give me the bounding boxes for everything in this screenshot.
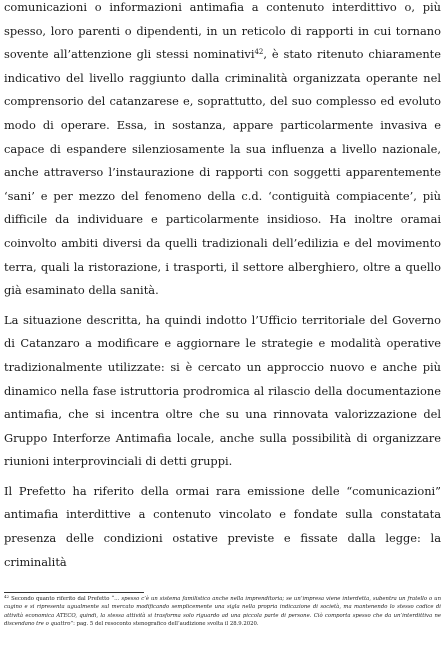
footnote-reference[interactable]: 42	[254, 48, 264, 57]
paragraph-1-text-continued: , è stato ritenuto chiaramente indicativo del livello raggiunto dalla criminalità organizzata operante nel comprensorio del catanzarese e, soprattutto, del suo complesso ed evoluto modo di operare. Essa, in sostanza, appare particolarmente invasiva e capace di espandere silenziosamente la sua influenza a livello nazionale, anche attraverso l’instaurazione di rapporti con soggetti apparentemente ‘sani’ e per mezzo del fenomeno della c.d. ‘contiguità compiacente’, più difficile da individuare e particolarmente insidioso. Ha inoltre oramai coinvolto ambiti diversi da quelli tradizionali dell’edilizia e del movimento terra, quali la ristorazione, i trasporti, il settore alberghiero, oltre a quello già esaminato della sanità.	[4, 47, 441, 298]
paragraph-3: Il Prefetto ha riferito della ormai rara emissione delle “comunicazioni” antimafia interdittive a contenuto vincolato e fondate sulla constatata presenza delle condizioni ostative previste e fissate dalla legge: la criminalità	[4, 483, 441, 569]
footnote	[4, 595, 441, 629]
footnote-tail: ”: pag. 5 del resoconto stenografico dell’audizione svolta il 28.9.2020.	[70, 621, 259, 628]
footnote-lead: Secondo quanto riferito dal Prefetto “	[11, 596, 115, 602]
paragraph-2: La situazione descritta, ha quindi indotto l’Ufficio territoriale del Governo di Catanzaro a modificare e aggiornare le strategie e modalità operative tradizionalmente utilizzate: si è cercato un approccio nuovo e anche più dinamico nella fase istruttoria prodromica al rilascio della documentazione antimafia, che si incentra oltre che su una rinnovata valorizzazione del Gruppo Interforze Antimafia locale, anche sulla possibilità di organizzare riunioni interprovinciali di detti gruppi.	[4, 312, 441, 469]
footnote-separator	[4, 592, 144, 593]
paragraph-1-text: comunicazioni o informazioni antimafia a contenuto interdittivo o, più spesso, loro parenti o dipendenti, in un reticolo di rapporti in cui tornano sovente all’attenzione gli stessi nominativi	[4, 0, 441, 62]
paragraph-1	[4, 0, 441, 303]
footnote-number: 42	[4, 594, 10, 599]
document-body	[4, 0, 441, 574]
footnote-quote: … spesso c’è un sistema familistico anche nella imprenditoria; se un’impresa viene interdetta, subentra un fratello o un cugino e si ripresenta ugualmente sul mercato modificando semplicemente una sigla nella propria indicazione di società, ma mantenendo lo stesso codice di attività economica ATECO, quindi, la stessa attività si trasforma solo riguardo ad una piccola parte di persone. Ciò comporta spesso che da un’interdittiva ne discendano tre o quattro	[4, 596, 442, 628]
